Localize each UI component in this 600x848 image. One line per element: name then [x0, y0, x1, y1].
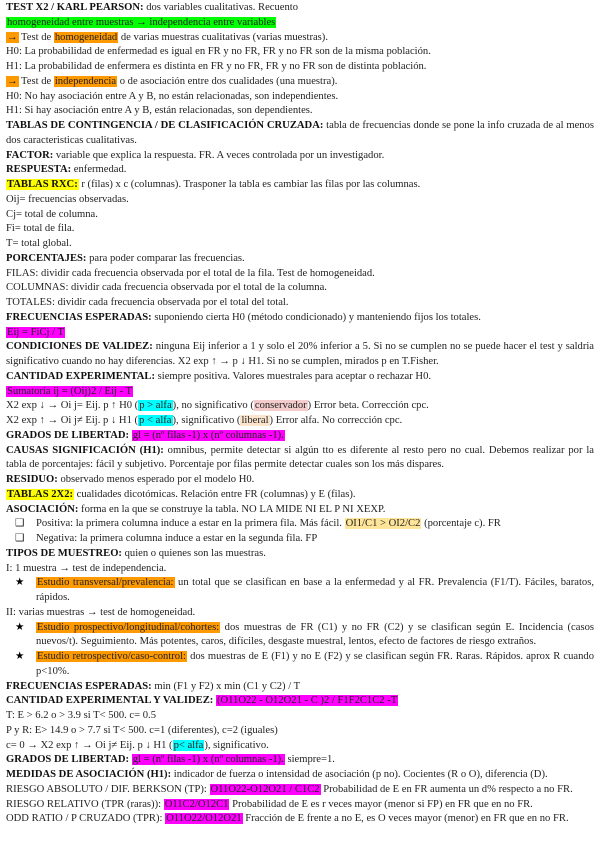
highlighted-text: p < alfa [139, 415, 172, 426]
text-run: ) Error beta. Corrección cpc. [307, 400, 429, 412]
paragraph [6, 222, 594, 237]
paragraph [6, 753, 594, 768]
paragraph [6, 562, 594, 577]
paragraph [6, 694, 594, 709]
text-run: Probabilidad de E en FR aumenta un d% respecto a no FR. [320, 783, 573, 795]
highlighted-text: liberal [241, 415, 269, 426]
text-run: quien o quienes son las muestras. [121, 547, 266, 559]
highlighted-text: p< alfa [173, 739, 204, 751]
heading-label: TABLAS DE CONTINGENCIA / DE CLASIFICACIÓN CRUZADA: [6, 120, 324, 131]
paragraph [6, 444, 594, 474]
paragraph [6, 370, 594, 385]
paragraph [6, 429, 594, 444]
text-run: enfermedad. [71, 164, 127, 176]
paragraph [6, 45, 594, 60]
paragraph [6, 178, 594, 193]
paragraph [6, 281, 594, 296]
heading-label: CAUSAS SIGNIFICACIÓN (H1): [6, 444, 164, 456]
text-run: RIESGO ABSOLUTO / DIF. BERKSON (TP): [6, 783, 210, 795]
text-run: dos muestras de E (F1) y no E (F2) y se clasifican según FR. Raras. Rápidos. aprox R cuando p<10%. [36, 651, 594, 677]
text-run: de varias muestras cualitativas (varias muestras). [118, 31, 328, 43]
text-run: ), no significativo ( [172, 400, 254, 412]
paragraph [6, 326, 594, 341]
text-run: min (F1 y F2) x min (C1 y C2) / T [151, 680, 301, 692]
text-run: II: varias muestras → test de homogeneidad. [6, 606, 196, 618]
text-run: dos muestras de FR (C1) y no FR (C2) y se clasifican según E. Incidencia (casos nuevos/t). Seguimiento. Más potentes, caros, difíciles, desgaste muestral, lentos, efecto de factores de riesgo extraños. [36, 621, 594, 648]
text-run: H1: Si hay asociación entre A y B, están relacionadas, son dependientes. [6, 105, 313, 117]
highlighted-text: Eij = FiCj / T [7, 326, 64, 338]
highlighted-text: OI1/C1 > OI2/C2 [345, 518, 421, 530]
text-run: Probabilidad de E es r veces mayor (menor si FP) en FR que en no FR. [229, 798, 533, 810]
text-run: ), significativo ( [172, 415, 241, 426]
heading-label: TIPOS DE MUESTREO: [6, 547, 122, 559]
text-run: ), significativo. [204, 739, 269, 751]
paragraph [6, 414, 594, 429]
paragraph [6, 680, 594, 695]
paragraph [6, 709, 594, 724]
highlighted-text: O11O22/O12O21 [166, 813, 242, 825]
text-run: omnibus, permite detectar si algún tto es diferente al resto pero no cual. Debemos realizar por la tabla de porcentajes: fácil y subjetivo. Porcentaje por filas permite detectar cuales son los más dispares. [6, 444, 594, 471]
text-run: X2 exp ↓ → Oi j= Eij. p ↑ H0 ( [6, 400, 139, 412]
star-list-item [6, 650, 594, 680]
checkbox-bullet-icon: ❑ [15, 518, 25, 530]
heading-label: FRECUENCIAS ESPERADAS: [6, 311, 152, 323]
heading-label: GRADOS DE LIBERTAD: [6, 754, 130, 766]
paragraph [6, 503, 594, 518]
paragraph [6, 75, 594, 90]
text-run: COLUMNAS: dividir cada frecuencia observada por el total de la columna. [6, 282, 327, 294]
text-run: Cj= total de columna. [6, 208, 98, 220]
heading-label: CANTIDAD EXPERIMENTAL Y VALIDEZ: [6, 695, 214, 707]
heading-label: FRECUENCIAS ESPERADAS: [6, 680, 152, 692]
paragraph [6, 488, 594, 503]
text-run: FILAS: dividir cada frecuencia observada por el total de la fila. Test de homogeneidad. [6, 267, 375, 279]
paragraph [6, 208, 594, 223]
star-bullet-icon: ★ [15, 651, 25, 662]
text-run: siempre positiva. Valores muestrales para aceptar o rechazar H0. [155, 370, 432, 382]
paragraph [6, 267, 594, 282]
star-bullet-icon: ★ [15, 621, 25, 633]
text-run: Negativa: la primera columna induce a estar en la segunda fila. FP [36, 533, 318, 544]
paragraph [6, 1, 594, 16]
paragraph [6, 340, 594, 370]
text-run: indicador de fuerza o intensidad de asociación (p no). Cocientes (R o O), diferencia (D). [171, 769, 548, 780]
highlighted-text: independencia [54, 75, 117, 87]
heading-label: CANTIDAD EXPERIMENTAL: [6, 370, 156, 382]
checkbox-bullet-icon: ❑ [15, 533, 25, 544]
highlighted-text: homogeneidad [54, 31, 118, 43]
highlighted-text: → [7, 75, 18, 87]
text-run: tabla de frecuencias donde se pone la info cruzada de al menos dos caracteristicas cualitativas. [6, 120, 594, 146]
heading-label: PORCENTAJES: [6, 252, 87, 264]
text-run: RIESGO RELATIVO (TPR (raras)): [6, 798, 164, 810]
highlighted-text: conservador [254, 400, 307, 412]
text-run: Fracción de E frente a no E, es O veces mayor (menor) en FR que en no FR. [242, 813, 569, 825]
paragraph [6, 798, 594, 813]
paragraph [6, 768, 594, 783]
paragraph [6, 31, 594, 46]
highlighted-text: gl = (nº filas -1) x (nº columnas -1). [132, 429, 284, 441]
checkbox-list-item [6, 517, 594, 532]
paragraph [6, 783, 594, 798]
paragraph [6, 385, 594, 400]
highlighted-text: (O11O22 - O12O21 - C )2 / F1F2C1C2 -T [216, 695, 398, 707]
highlighted-text: Estudio transversal/prevalencia: [37, 577, 174, 589]
text-run: observado menos esperado por el modelo H0. [57, 474, 255, 485]
heading-label: RESPUESTA: [6, 164, 72, 176]
text-run: H0: La probabilidad de enfermedad es igual en FR y no FR, FR y no FR son de la misma población. [6, 46, 431, 58]
text-run: cualidades dicotómicas. Relación entre FR (columnas) y E (filas). [74, 488, 356, 500]
heading-label: MEDIDAS DE ASOCIACIÓN (H1): [6, 769, 172, 780]
paragraph [6, 296, 594, 311]
heading-label: GRADOS DE LIBERTAD: [6, 429, 130, 441]
text-run: ) Error alfa. No corrección cpc. [269, 415, 403, 426]
text-run: variable que explica la respuesta. FR. A veces controlada por un investigador. [53, 149, 385, 161]
star-list-item [6, 576, 594, 606]
text-run: o de asociación entre dos cualidades (una muestra). [117, 75, 338, 87]
heading-label: CONDICIONES DE VALIDEZ: [6, 341, 153, 353]
highlighted-text: homogeneidad entre muestras → independencia entre variables [7, 16, 276, 28]
text-run: Test de [18, 31, 54, 43]
highlighted-text: O11C2/O12C1 [164, 798, 229, 810]
text-run: ninguna Eij inferior a 1 y solo el 20% inferior a 5. Si no se cumplen no se puede hacer el test y saldria significativo cuando no hay diferencias. X2 exp ↑ → p ↓ H1. Si no se cumplen, mirados p en T.Fisher. [6, 341, 595, 367]
text-run: c= 0 → X2 exp ↑ → Oi j≠ Eij. p ↓ H1 ( [6, 739, 173, 751]
text-run: P y R: E> 14.9 o > 7.7 si T< 500. c=1 (diferentes), c=2 (iguales) [6, 724, 278, 736]
text-run: T: E > 6.2 o > 3.9 si T< 500. c= 0.5 [6, 710, 156, 721]
paragraph [6, 119, 594, 149]
text-run: Fi= total de fila. [6, 223, 75, 235]
paragraph [6, 547, 594, 562]
text-run: un total que se clasifican en base a la enfermedad y al FR. Prevalencia (F1/T). Fáciles, baratos, rápidos. [36, 577, 594, 603]
checkbox-list-item [6, 532, 594, 547]
paragraph [6, 104, 594, 119]
paragraph [6, 812, 594, 827]
highlighted-text: gl = (nº filas -1) x (nº columnas -1). [132, 754, 284, 766]
star-bullet-icon: ★ [15, 577, 25, 589]
highlighted-text: p > alfa [139, 400, 172, 412]
paragraph [6, 252, 594, 267]
highlighted-text: TABLAS RXC: [7, 179, 78, 190]
highlighted-text: O11O22-O12O21 / C1C2 [210, 783, 320, 795]
text-run: Test de [18, 75, 54, 87]
paragraph [6, 60, 594, 75]
text-run: Oij= frecuencias observadas. [6, 193, 129, 205]
text-run: I: 1 muestra → test de independencia. [6, 562, 167, 574]
paragraph [6, 163, 594, 178]
paragraph [6, 724, 594, 739]
highlighted-text: → [7, 31, 18, 43]
text-run: dos variables cualitativas. Recuento [143, 2, 299, 13]
paragraph [6, 606, 594, 621]
text-run: H1: La probabilidad de enfermera es distinta en FR y no FR, FR y no FR son de distinta población. [6, 61, 427, 72]
paragraph [6, 739, 594, 754]
paragraph [6, 149, 594, 164]
highlighted-text: Sumatoria ij = (Oij)2 / Eij - T [7, 385, 132, 397]
text-run: TOTALES: dividir cada frecuencia observada por el total del total. [6, 297, 289, 308]
text-run: r (filas) x c (columnas). Trasponer la tabla es cambiar las filas por las columnas. [78, 179, 421, 190]
highlighted-text: Estudio retrospectivo/caso-control: [37, 651, 186, 662]
text-run: (porcentaje c). FR [421, 518, 501, 530]
text-run: Positiva: la primera columna induce a estar en la primera fila. Más fácil. [36, 518, 345, 530]
paragraph [6, 90, 594, 105]
paragraph [6, 399, 594, 414]
paragraph [6, 16, 594, 31]
text-run: suponiendo cierta H0 (método condicionado) y manteniendo fijos los totales. [151, 311, 481, 323]
text-run: forma en la que se construye la tabla. NO LA MIDE NI EL P NI XEXP. [78, 503, 386, 515]
highlighted-text: Estudio prospectivo/longitudinal/cohortes: [37, 621, 220, 633]
text-run: T= total global. [6, 238, 72, 249]
paragraph [6, 311, 594, 326]
text-run: H0: No hay asociación entre A y B, no están relacionadas, son independientes. [6, 90, 339, 102]
text-run: X2 exp ↑ → Oi j≠ Eij. p ↓ H1 ( [6, 415, 139, 426]
text-run: para poder comparar las frecuencias. [86, 252, 245, 264]
paragraph [6, 193, 594, 208]
highlighted-text: TABLAS 2X2: [7, 488, 74, 500]
text-run: ODD RATIO / P CRUZADO (TPR): [6, 813, 166, 825]
paragraph [6, 473, 594, 488]
heading-label: TEST X2 / KARL PEARSON: [6, 2, 144, 13]
heading-label: FACTOR: [6, 149, 54, 161]
text-run: siempre=1. [284, 754, 335, 766]
star-list-item [6, 621, 594, 651]
paragraph [6, 237, 594, 252]
heading-label: RESIDUO: [6, 474, 58, 485]
heading-label: ASOCIACIÓN: [6, 503, 79, 515]
